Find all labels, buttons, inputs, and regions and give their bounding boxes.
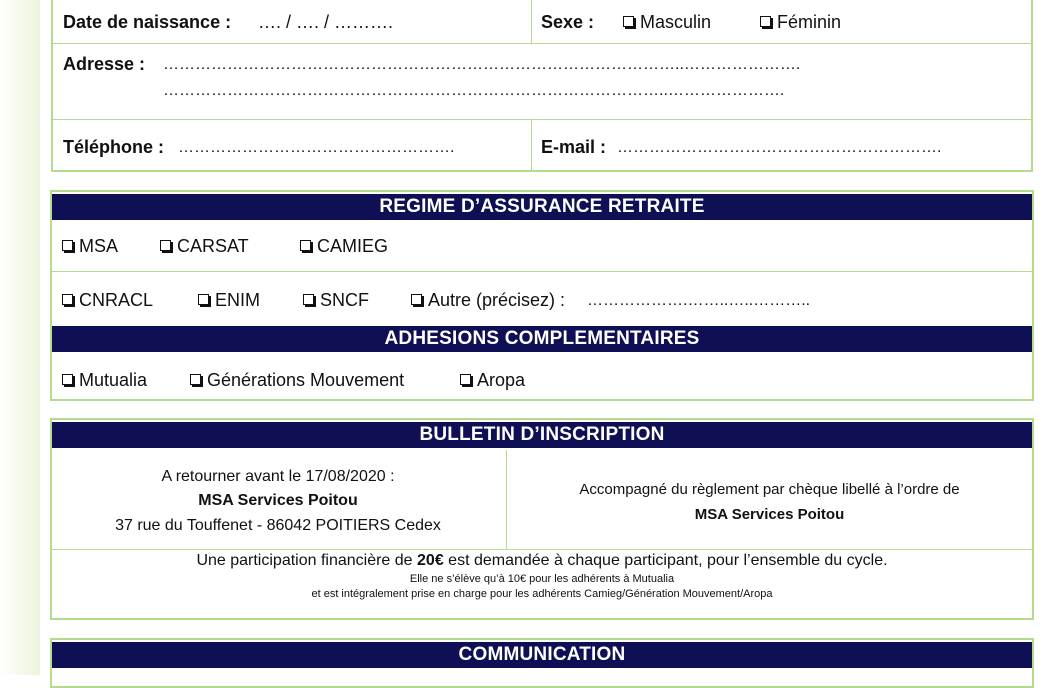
regime-option-sncf[interactable]: SNCF <box>303 290 369 311</box>
adhesion-option-generations-mouvement[interactable]: Générations Mouvement <box>190 370 404 391</box>
bulletin-section <box>50 418 1034 620</box>
communication-header: COMMUNICATION <box>52 642 1032 668</box>
payment-payee: MSA Services Poitou <box>694 506 845 523</box>
participation-text: Une participation financière de 20€ est demandée à chaque participant, pour l’ensemble du cycle. <box>196 552 888 569</box>
autre-precision-field[interactable]: ……………….……..…..……….. <box>587 292 811 309</box>
return-address: 37 rue du Touffenet - 86042 POITIERS Cedex <box>115 517 441 534</box>
regime-option-enim[interactable]: ENIM <box>198 290 260 311</box>
adhesions-header: ADHESIONS COMPLEMENTAIRES <box>52 326 1032 352</box>
checkbox-icon[interactable] <box>760 16 771 27</box>
address-line-1[interactable]: ……………………………………………………………………………………..…………………. <box>163 56 801 73</box>
participation-amount: 20€ <box>417 552 444 569</box>
checkbox-icon[interactable] <box>160 240 171 251</box>
checkbox-icon[interactable] <box>62 374 73 385</box>
checkbox-icon[interactable] <box>460 374 471 385</box>
adhesion-option-aropa[interactable]: Aropa <box>460 370 525 391</box>
identity-section <box>51 0 1033 172</box>
address-line-2[interactable]: …………………………………………………………………………………..…………………. <box>163 82 785 99</box>
checkbox-icon[interactable] <box>190 374 201 385</box>
regime-option-carsat[interactable]: CARSAT <box>160 236 249 257</box>
page-margin-decoration <box>0 0 40 675</box>
sex-option-masculin[interactable]: Masculin <box>623 12 711 33</box>
address-label: Adresse : <box>63 54 146 74</box>
checkbox-icon[interactable] <box>198 294 209 305</box>
birth-date-label: Date de naissance : <box>63 12 232 32</box>
birth-date-field[interactable]: …. / …. / ………. <box>258 12 394 32</box>
email-label: E-mail : <box>541 137 607 157</box>
checkbox-icon[interactable] <box>623 16 634 27</box>
participation-note-1: Elle ne s’élève qu’à 10€ pour les adhérents à Mutualia <box>409 573 675 585</box>
regime-option-camieg[interactable]: CAMIEG <box>300 236 388 257</box>
email-field[interactable]: ……………………………………………………. <box>617 139 942 156</box>
adhesion-option-mutualia[interactable]: Mutualia <box>62 370 147 391</box>
regime-option-autre[interactable]: Autre (précisez) : <box>411 290 565 311</box>
regime-header: REGIME D’ASSURANCE RETRAITE <box>52 194 1032 220</box>
checkbox-icon[interactable] <box>411 294 422 305</box>
bulletin-header: BULLETIN D’INSCRIPTION <box>52 422 1032 448</box>
communication-section <box>50 638 1034 688</box>
return-organisation: MSA Services Poitou <box>198 492 358 509</box>
regime-option-msa[interactable]: MSA <box>62 236 118 257</box>
regime-option-cnracl[interactable]: CNRACL <box>62 290 153 311</box>
checkbox-icon[interactable] <box>300 240 311 251</box>
sex-option-feminin[interactable]: Féminin <box>760 12 841 33</box>
regime-adhesions-section <box>50 190 1034 401</box>
return-deadline: A retourner avant le 17/08/2020 : <box>161 468 395 485</box>
phone-field[interactable]: ……………………………………………. <box>178 139 455 156</box>
checkbox-icon[interactable] <box>62 240 73 251</box>
checkbox-icon[interactable] <box>303 294 314 305</box>
sex-label: Sexe : <box>541 12 595 32</box>
checkbox-icon[interactable] <box>62 294 73 305</box>
payment-instruction: Accompagné du règlement par chèque libellé à l’ordre de <box>579 481 960 498</box>
participation-note-2: et est intégralement prise en charge pour les adhérents Camieg/Génération Mouvement/Aropa <box>311 588 773 600</box>
phone-label: Téléphone : <box>63 137 165 157</box>
